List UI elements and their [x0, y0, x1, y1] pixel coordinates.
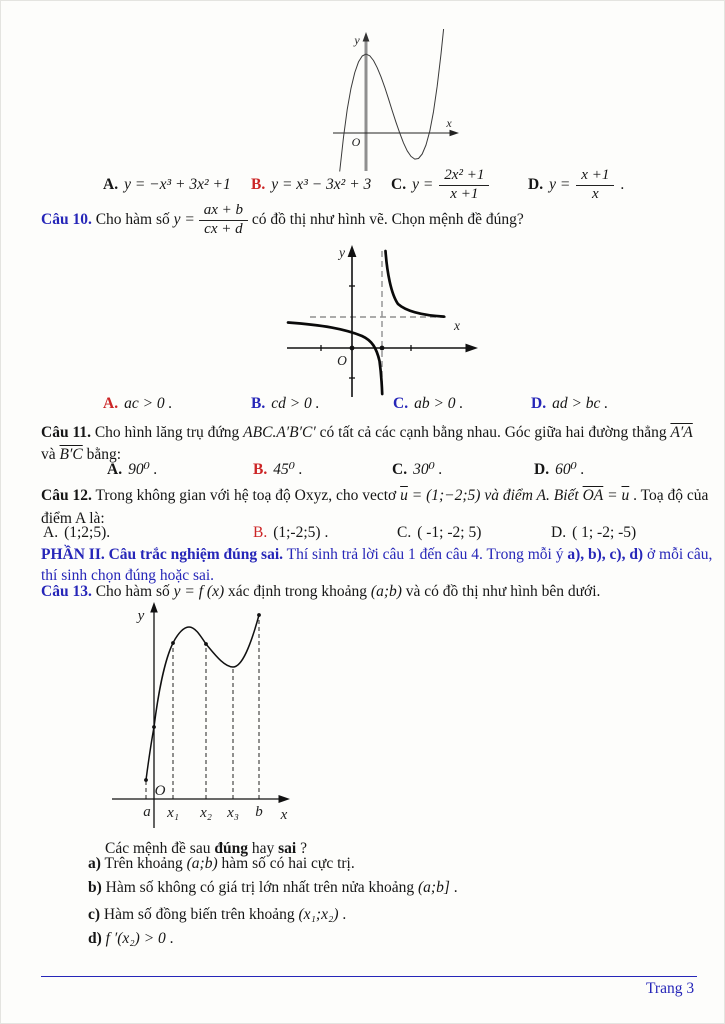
- question-text: Cho hàm số: [95, 583, 170, 600]
- fraction-numerator: 2x² +1: [439, 167, 489, 186]
- y-axis-label: y: [339, 245, 345, 260]
- option-label: C.: [391, 176, 407, 193]
- part2-items: a), b), c), d): [567, 546, 644, 563]
- question-text: điểm A là:: [41, 510, 105, 527]
- fraction: [576, 167, 614, 203]
- option-formula: y = x³ − 3x² + 3: [271, 176, 372, 193]
- y-axis-arrow-icon: [150, 602, 158, 613]
- y-axis-label: y: [137, 608, 145, 624]
- hyperbola-lower-branch: [288, 323, 382, 395]
- vector-OA: $\overline{OA}$: [582, 487, 604, 504]
- segment-AA: A′A: [670, 424, 693, 441]
- vector-value: = (1;−2;5) và điểm A. Biết: [411, 487, 579, 504]
- option-formula-pre: y =: [549, 176, 571, 193]
- option-text: cd > 0 .: [271, 395, 320, 412]
- hyperbola-upper-branch: [386, 251, 445, 317]
- fraction-denominator: x +1: [450, 185, 479, 202]
- option-text: (1;-2;5) .: [273, 524, 329, 541]
- prompt-text: Các mệnh đề sau: [105, 840, 211, 857]
- x-axis-label: x: [280, 807, 288, 823]
- prompt-sai: sai: [278, 840, 297, 857]
- option-label: A.: [103, 395, 119, 412]
- option-label: D.: [551, 524, 567, 541]
- question-number: Câu 13.: [41, 583, 92, 600]
- vector-u: $\overline{u}$: [400, 487, 408, 504]
- option-label: C.: [393, 395, 409, 412]
- fraction-denominator: cx + d: [204, 220, 243, 237]
- option-text: ab > 0 .: [414, 395, 464, 412]
- x-axis-arrow-icon: [450, 130, 460, 136]
- segment-BC: B′C: [59, 446, 83, 463]
- option-c: [397, 524, 481, 542]
- footer-divider: [41, 976, 697, 977]
- origin-point: [350, 346, 355, 351]
- option-label: A.: [43, 524, 59, 541]
- option-a: [43, 524, 110, 542]
- option-text: 60⁰ .: [555, 461, 585, 478]
- statement-text: Hàm số không có giá trị lớn nhất trên nửa khoảng: [105, 879, 415, 896]
- option-label: B.: [253, 524, 268, 541]
- statement-c: [88, 904, 346, 925]
- question-number: Câu 12.: [41, 487, 92, 504]
- question-number: Câu 10.: [41, 210, 92, 228]
- option-text: 90⁰ .: [128, 461, 158, 478]
- option-text: (1;2;5).: [64, 524, 111, 541]
- question-text: Cho hàm số: [95, 210, 170, 228]
- prompt-text: hay: [251, 840, 275, 857]
- option-text: ( 1; -2; -5): [572, 524, 637, 541]
- x3-label: x₃: [227, 805, 239, 821]
- x-axis-arrow-icon: [466, 344, 479, 353]
- option-text: ( -1; -2; 5): [417, 524, 482, 541]
- statement-text: hàm số có hai cực trị.: [221, 855, 355, 872]
- fraction: [199, 202, 248, 238]
- fraction: [439, 167, 489, 203]
- question-12-line1: [41, 485, 708, 506]
- b-label: b: [255, 804, 263, 820]
- function-graph-q13: [96, 597, 311, 832]
- fraction-denominator: x: [591, 185, 599, 202]
- question-text: . Toạ độ của: [633, 487, 709, 504]
- part2-instructions: Thí sinh trả lời câu 1 đến câu 4. Trong mỗi ý: [286, 546, 564, 563]
- fraction-numerator: ax + b: [199, 202, 248, 221]
- question-text: có đồ thị như hình vẽ. Chọn mệnh đề đúng?: [251, 210, 524, 228]
- page-number: Trang 3: [646, 980, 695, 997]
- statement-label: a): [88, 855, 101, 872]
- y-axis-label: y: [354, 33, 360, 47]
- option-label: A.: [103, 176, 119, 193]
- option-text: ac > 0 .: [124, 395, 173, 412]
- statement-d: [88, 928, 174, 949]
- question-text: bằng:: [86, 446, 122, 463]
- y-axis-arrow-icon: [348, 245, 357, 257]
- option-text: 45⁰ .: [273, 461, 303, 478]
- option-c: [393, 395, 463, 413]
- option-b: [251, 395, 320, 413]
- statement-label: c): [88, 906, 101, 923]
- statement-text: Trên khoảng: [104, 855, 183, 872]
- option-d: [534, 460, 585, 479]
- origin-label: O: [351, 135, 361, 149]
- statement-label: b): [88, 879, 102, 896]
- option-label: B.: [251, 395, 266, 412]
- question-number: Câu 11.: [41, 424, 91, 441]
- question-text: và: [41, 446, 56, 463]
- x-axis-label: x: [454, 318, 460, 333]
- vector-u: $\overline{u}$: [621, 487, 630, 504]
- formula-pre: y =: [173, 210, 195, 228]
- option-b: [253, 460, 303, 479]
- x2-label: x₂: [200, 805, 212, 821]
- interval-notation: (a;b): [370, 583, 402, 600]
- hyperbola-graph: [283, 244, 483, 402]
- option-formula-pre: y =: [412, 176, 434, 193]
- option-label: B.: [253, 460, 268, 478]
- option-text: 30⁰ .: [413, 461, 443, 478]
- option-suffix: .: [620, 176, 625, 193]
- equals: =: [607, 487, 618, 504]
- statement-a: [88, 853, 355, 874]
- function-notation: y = f (x): [173, 583, 225, 600]
- x1-label: x₁: [167, 805, 179, 821]
- option-label: D.: [528, 176, 544, 193]
- option-c: [392, 460, 443, 479]
- option-label: C.: [392, 460, 408, 478]
- statement-text: .: [169, 930, 174, 947]
- option-a: [103, 395, 172, 413]
- option-formula: y = −x³ + 3x² +1: [124, 176, 231, 193]
- function-curve: [146, 615, 259, 780]
- fraction-numerator: x +1: [576, 167, 614, 186]
- part2-instructions: ở mỗi câu,: [646, 546, 713, 563]
- part2-header-line1: [41, 544, 712, 565]
- cubic-function-graph: [329, 29, 464, 173]
- question-text: Trong không gian với hệ toạ độ Oxyz, cho vectơ: [95, 487, 397, 504]
- x-intercept-point: [380, 346, 385, 351]
- statement-text: Hàm số đồng biến trên khoảng: [103, 906, 295, 923]
- option-a: [107, 460, 158, 479]
- option-d: [531, 395, 608, 413]
- option-label: D.: [534, 460, 550, 478]
- part2-instructions: thí sinh chọn đúng hoặc sai.: [41, 567, 215, 584]
- option-b: [253, 524, 328, 542]
- x-axis-arrow-icon: [279, 795, 291, 803]
- question-text: và có đồ thị như hình bên dưới.: [405, 583, 601, 600]
- question-text: Cho hình lăng trụ đứng: [94, 424, 240, 441]
- y-axis-arrow-icon: [363, 32, 370, 42]
- prompt-dung: đúng: [214, 840, 248, 857]
- question-10: [41, 202, 681, 238]
- question-text: có tất cả các cạnh bằng nhau. Góc giữa hai đường thẳng: [319, 424, 667, 441]
- statement-math: (a;b): [186, 855, 218, 872]
- cubic-curve: [340, 29, 444, 172]
- option-label: C.: [397, 524, 412, 541]
- option-label: A.: [107, 460, 123, 478]
- prompt-text: ?: [300, 840, 307, 857]
- option-text: ad > bc .: [552, 395, 609, 412]
- statement-b: [88, 877, 458, 898]
- statement-label: d): [88, 930, 102, 947]
- option-label: D.: [531, 395, 547, 412]
- prism-name: ABC.A′B′C′: [243, 424, 316, 441]
- part2-title: PHẦN II. Câu trắc nghiệm đúng sai.: [41, 546, 283, 563]
- a-label: a: [143, 804, 151, 820]
- option-label: B.: [251, 176, 266, 193]
- statement-text: .: [342, 906, 347, 923]
- origin-label: O: [154, 783, 166, 799]
- question-11-line1: [41, 422, 693, 443]
- x-axis-label: x: [446, 116, 452, 130]
- dashed-guides: [146, 616, 259, 799]
- option-d: [551, 524, 636, 542]
- statement-text: .: [453, 879, 458, 896]
- statement-math: f ′(x₂) > 0: [105, 930, 166, 947]
- origin-label: O: [337, 353, 347, 368]
- statement-math: (a;b]: [418, 879, 450, 896]
- statement-math: (x₁;x₂): [298, 906, 339, 923]
- question-text: xác định trong khoảng: [228, 583, 368, 600]
